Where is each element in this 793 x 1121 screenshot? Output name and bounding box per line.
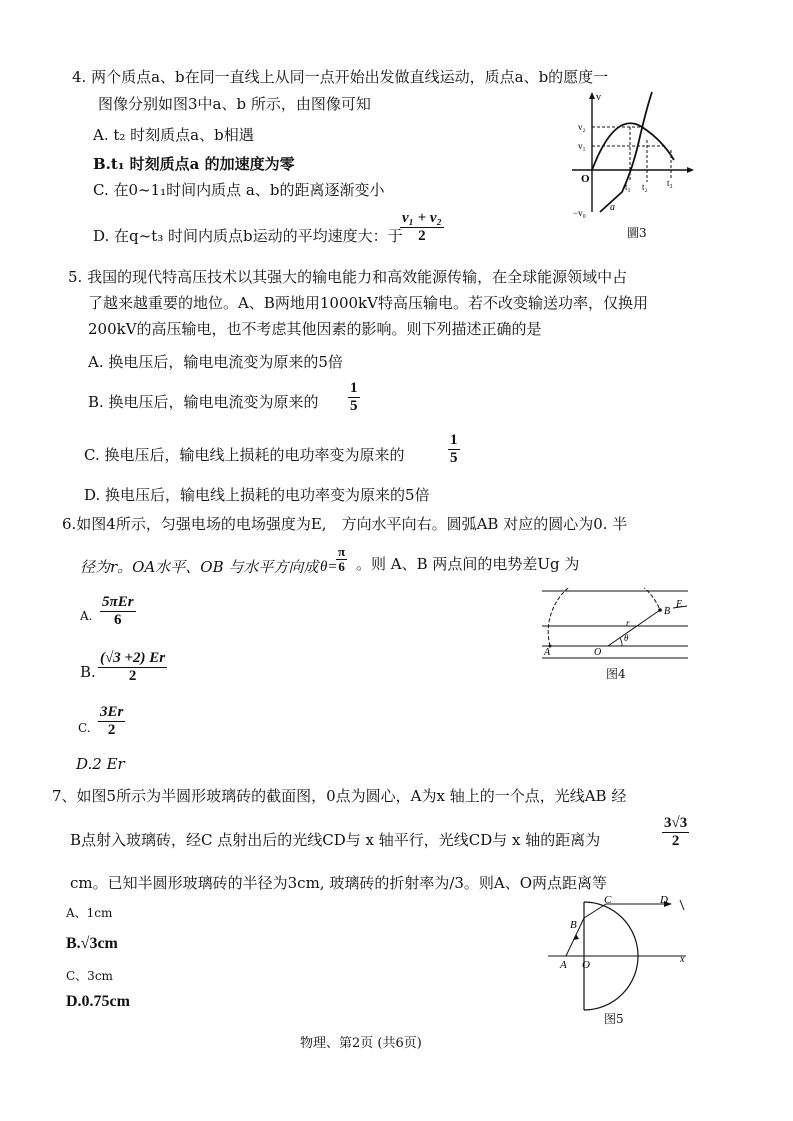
fig5-label-a: A: [560, 959, 567, 971]
fig5-label-o: O: [582, 959, 590, 971]
q6-option-b-fraction: [98, 650, 167, 685]
curve-b: [600, 92, 652, 212]
q6-theta-numerator: π: [338, 544, 346, 559]
q7-option-a: A、1cm: [66, 906, 113, 920]
q4-d-numerator: v₁ + v₂: [402, 210, 442, 226]
q7-denominator: 2: [671, 833, 680, 849]
q5-line3: 200kV的高压输电，也不考虑其他因素的影响。则下列描述正确的是: [88, 320, 542, 338]
q5-option-b-fraction: [348, 380, 360, 415]
fig3-label-v: v: [596, 92, 601, 103]
q5-b-numerator: 1: [350, 380, 358, 396]
q6-b-numerator: (√3 +2) Er: [100, 650, 166, 666]
q6-line1: 6.如图4所示，匀强电场的电场强度为E, 方向水平向右。圆弧AB 对应的圆心为0. 半: [62, 515, 628, 533]
q5-c-denominator: 5: [450, 450, 458, 466]
fig4-label-e: E: [676, 599, 683, 610]
fig3-label-v2: v₂: [578, 122, 586, 132]
fig5-label-d: D: [660, 896, 668, 906]
q4-option-c: C. 在0~1₁时间内质点 a、b的距离逐渐变小: [93, 181, 385, 199]
fig3-label-v1: v₁: [578, 141, 586, 151]
q6-line2-italic: 径为r。OA水平、OB 与水平方向成: [80, 558, 319, 576]
q4-line1: 4. 两个质点a、b在同一直线上从同一点开始出发做直线运动，质点a、b的愿度一: [72, 68, 609, 86]
q7-option-d: D.0.75cm: [66, 993, 130, 1010]
q4-option-a: A. t₂ 时刻质点a、b相遇: [93, 126, 254, 144]
fig4-label-r: r: [626, 618, 630, 628]
q4-option-d-fraction: [400, 210, 444, 245]
q7-option-b: B.√3cm: [66, 935, 118, 952]
q6-theta-fraction: [336, 545, 347, 574]
q6-option-a-label: A.: [80, 609, 93, 623]
fig4-label-o: O: [594, 647, 602, 658]
q6-option-c-label: C.: [78, 721, 91, 735]
q5-c-numerator: 1: [450, 432, 458, 448]
q4-option-b: B.t₁ 时刻质点a 的加速度为零: [93, 155, 295, 173]
figure-5-diagram: [548, 896, 693, 1016]
q6-option-d: D.2 Er: [76, 755, 125, 773]
q7-line3: cm。已知半圆形玻璃砖的半径为3cm, 玻璃砖的折射率为/3。则A、O两点距离等: [70, 874, 608, 892]
q6-c-denominator: 2: [107, 722, 116, 738]
q7-line2-fraction: [662, 815, 689, 850]
figure-5-caption: 图5: [604, 1012, 624, 1026]
q6-option-a-fraction: [100, 594, 136, 629]
q7-line1: 7、如图5所示为半圆形玻璃砖的截面图，0点为圆心，A为x 轴上的一个点，光线AB 经: [52, 787, 627, 805]
fig3-label-t2: t₂: [642, 182, 648, 192]
figure-3-caption: 圜3: [627, 226, 647, 240]
figure-3-graph: [570, 90, 695, 220]
fig3-label-o: O: [581, 173, 590, 185]
q6-line2-rest: 。则 A、B 两点间的电势差Ug 为: [356, 555, 580, 573]
q5-line1: 5. 我国的现代特高压技术以其强大的输电能力和高效能源传输，在全球能源领域中占: [68, 268, 628, 286]
q5-option-b: B. 换电压后，输电电流变为原来的: [88, 393, 319, 411]
q5-option-c-fraction: [448, 432, 460, 467]
q4-option-d: D. 在q~t₃ 时间内质点b运动的平均速度大：于: [93, 227, 403, 245]
fig5-label-x: x: [680, 954, 685, 965]
fig4-label-theta: θ: [624, 633, 629, 643]
fig4-label-b: B: [664, 606, 671, 617]
q5-line2: 了越来越重要的地位。A、B两地用1000kV特高压输电。若不改变输送功率，仅换用: [88, 294, 648, 312]
fig5-label-c: C: [604, 896, 612, 906]
figure-4-caption: 图4: [606, 667, 626, 681]
q6-c-numerator: 3Er: [100, 704, 124, 720]
fig3-label-t3: t₃: [667, 178, 673, 188]
q7-line2: B点射入玻璃砖，经C 点射出后的光线CD与 x 轴平行，光线CD与 x 轴的距离为: [70, 831, 601, 849]
fig4-label-a: A: [544, 647, 551, 658]
figure-4-diagram: [540, 588, 690, 660]
q4-d-denominator: 2: [418, 228, 426, 244]
q7-numerator: 3√3: [664, 815, 688, 831]
q6-option-b-label: B.: [80, 663, 96, 681]
q7-option-c: C、3cm: [66, 969, 113, 983]
q6-theta: θ=: [320, 559, 338, 575]
q6-b-denominator: 2: [128, 668, 137, 684]
fig3-label-a: a: [610, 202, 615, 213]
fig3-label-neg-v0: −v₀: [573, 208, 586, 218]
q4-line2: 图像分别如图3中a、b 所示，由图像可知: [98, 95, 371, 113]
page-footer: 物理、第2页 (共6页): [300, 1036, 422, 1051]
q6-a-numerator: 5πEr: [102, 594, 134, 610]
q6-option-c-fraction: [98, 704, 125, 739]
q5-option-a: A. 换电压后，输电电流变为原来的5倍: [88, 353, 343, 371]
q5-b-denominator: 5: [350, 398, 358, 414]
q6-theta-denominator: 6: [338, 559, 345, 574]
q6-a-denominator: 6: [114, 612, 122, 628]
fig3-label-t1: t₁: [625, 182, 631, 192]
fig5-label-b: B: [570, 919, 577, 931]
q5-option-d: D. 换电压后，输电线上损耗的电功率变为原来的5倍: [84, 486, 430, 504]
q5-option-c: C. 换电压后，输电线上损耗的电功率变为原来的: [84, 446, 405, 464]
